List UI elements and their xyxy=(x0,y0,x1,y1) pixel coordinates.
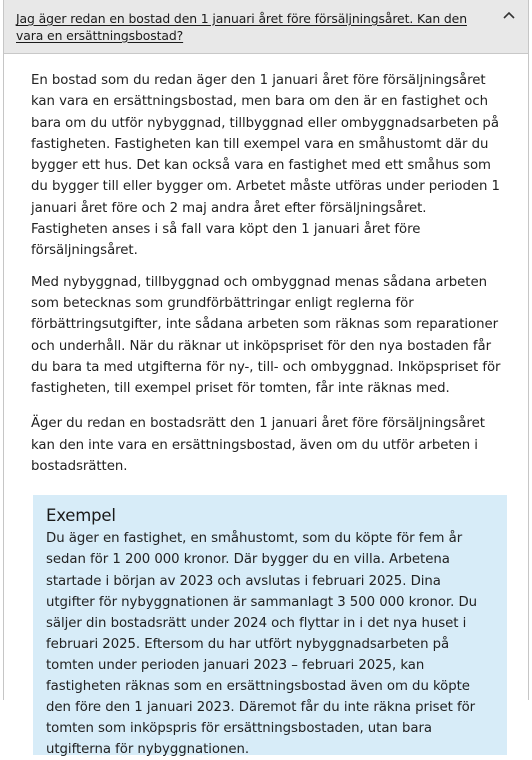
example-text: Du äger en fastighet, en småhustomt, som du köpte för fem år sedan för 1 200 000 kronor. Där bygger du en villa. Arbetena startade i början av 2023 och avslutas i februari 2025. Dina utgifter för nybyggnationen är sammanlagt 3 500 000 kronor. Du säljer din bostadsrätt under 2024 och flyttar in i det nya huset i februari 2025. Eftersom du har utfört nybyggnadsarbeten på tomten under perioden januari 2023 – februari 2025, kan fastigheten räknas som en ersättningsbostad även om du köpte den före den 1 januari 2023. Däremot får du inte räkna priset för tomten som inköpspris för ersättningsbostaden, utan bara utgifterna för nybyggnationen. xyxy=(46,531,478,758)
example-box xyxy=(33,495,507,758)
accordion-body xyxy=(4,54,528,758)
body-paragraph-3: Äger du redan en bostadsrätt den 1 januari året före försäljningsåret kan den inte vara en ersättningsbostad, även om du utför arbeten i bostadsrätten. xyxy=(31,416,485,475)
body-paragraph-2: Med nybyggnad, tillbyggnad och ombyggnad menas sådana arbeten som betecknas som grundförbättringar enligt reglerna för förbättringsutgifter, inte sådana arbeten som räknas som reparationer och underhåll. När du räknar ut inköpspriset för den nya bostaden får du bara ta med utgifterna för ny-, till- och ombyggnad. Inköpspriset för fastigheten, till exempel priset för tomten, får inte räknas med. xyxy=(31,274,501,397)
chevron-up-icon[interactable] xyxy=(503,11,515,19)
faq-accordion xyxy=(3,0,529,758)
example-heading: Exempel xyxy=(46,506,116,526)
accordion-title[interactable]: Jag äger redan en bostad den 1 januari året före försäljningsåret. Kan den vara en ersättningsbostad? xyxy=(16,11,467,43)
accordion-header[interactable] xyxy=(4,0,528,54)
body-paragraph-1: En bostad som du redan äger den 1 januari året före försäljningsåret kan vara en ersättningsbostad, men bara om den är en fastighet och bara om du utför nybyggnad, tillbyggnad eller ombyggnadsarbeten på fastigheten. Fastigheten kan till exempel vara en småhustomt där du bygger ett hus. Det kan också vara en fastighet med ett småhus som du bygger till eller bygger om. Arbetet måste utföras under perioden 1 januari året före och 2 maj andra året efter försäljningsåret. Fastigheten anses i så fall vara köpt den 1 januari året före försäljningsåret. xyxy=(31,73,500,259)
